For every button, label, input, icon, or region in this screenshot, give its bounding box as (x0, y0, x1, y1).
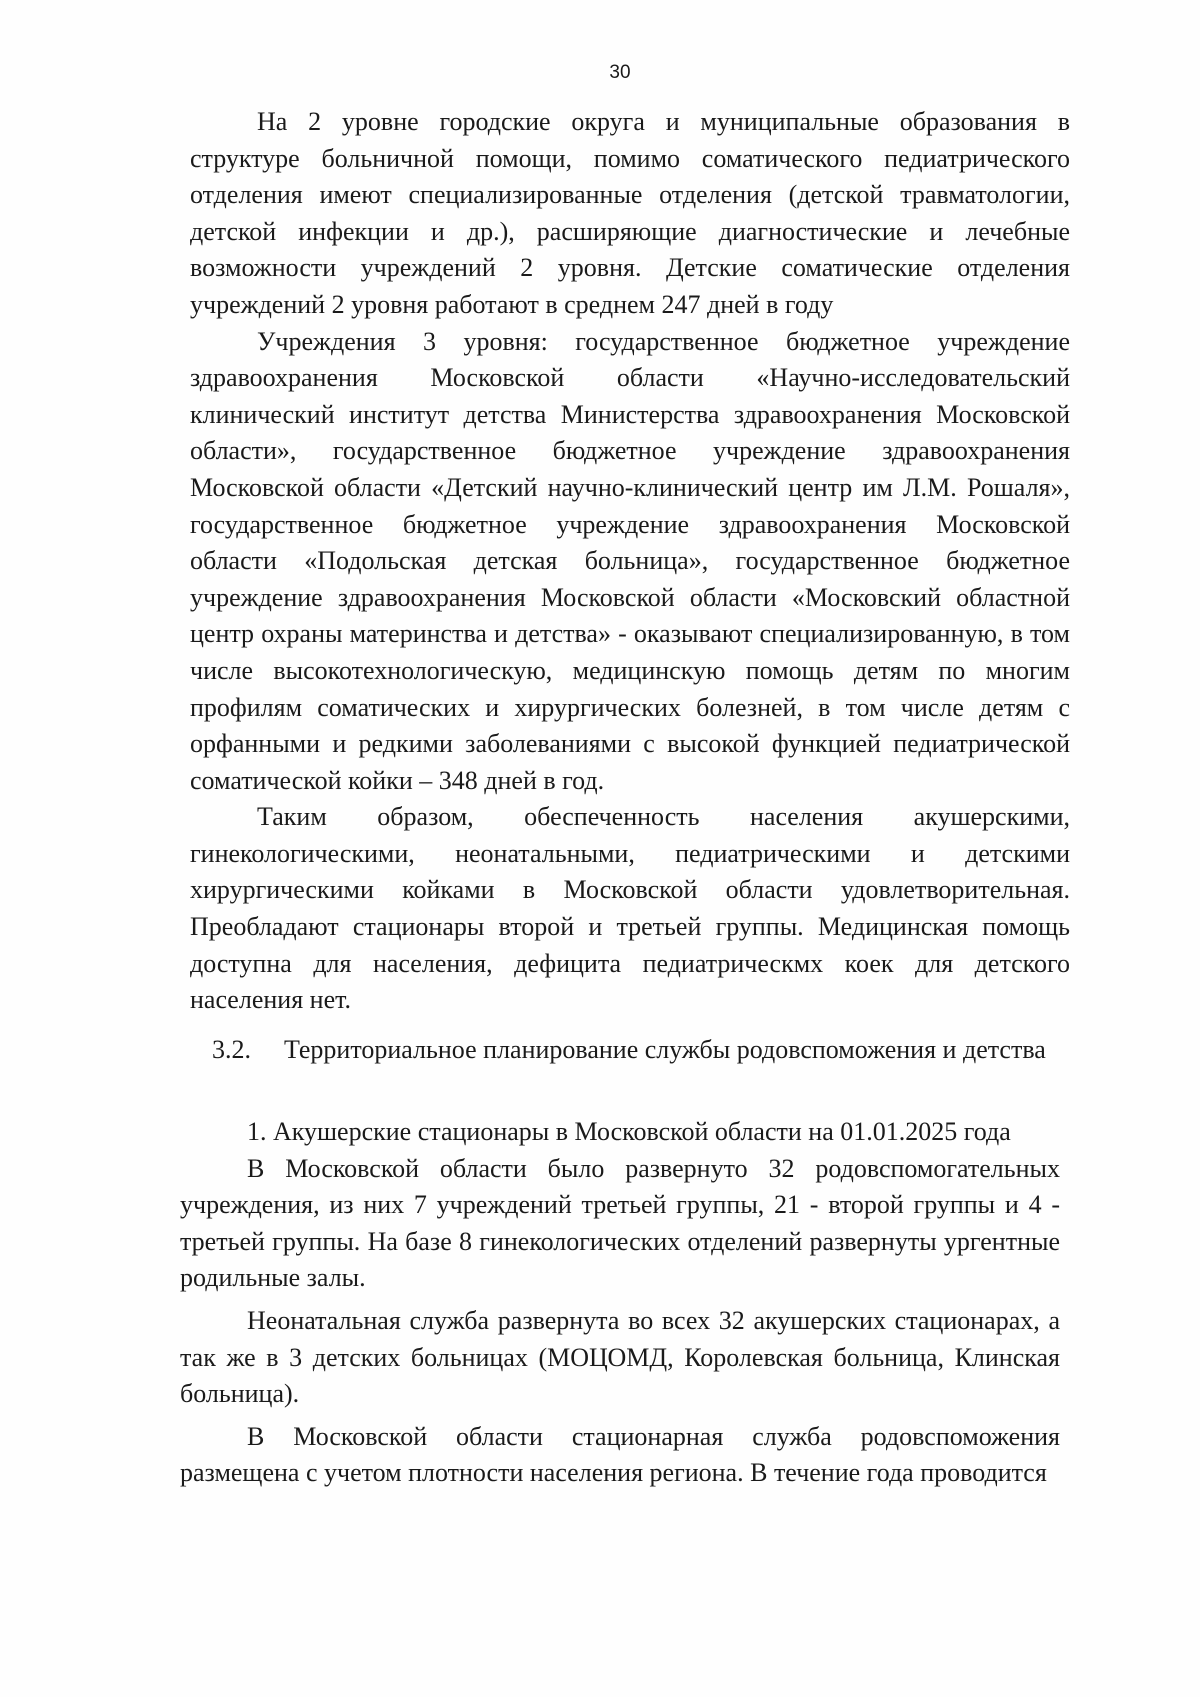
body-text-bottom (180, 1114, 1060, 1492)
paragraph-level-3: Учреждения 3 уровня: государственное бюджетное учреждение здравоохранения Московской области «Научно-исследовательский клинический институт детства Министерства здравоохранения Московской области», государственное бюджетное учреждение здравоохранения Московской области «Детский научно-клинический центр им Л.М. Рошаля», государственное бюджетное учреждение здравоохранения Московской области «Подольская детская больница», государственное бюджетное учреждение здравоохранения Московской области «Московский областной центр охраны материнства и детства» - оказывают специализированную, в том числе высокотехнологическую, медицинскую помощь детям по многим профилям соматических и хирургических болезней, в том числе детям с орфанными и редкими заболеваниями с высокой функцией педиатрической соматической койки – 348 дней в год. (190, 326, 1070, 795)
section-title: Территориальное планирование службы родовспоможения и детства (284, 1035, 1046, 1064)
paragraph-neonatal-service: Неонатальная служба развернута во всех 32 акушерских стационарах, а так же в 3 детских больницах (МОЦОМД, Королевская больница, Клинская больница). (180, 1305, 1060, 1409)
section-heading (212, 1032, 1092, 1069)
section-number: 3.2. (212, 1035, 251, 1064)
paragraph-maternity-units: В Московской области было развернуто 32 родовспомогательных учреждения, из них 7 учреждений третьей группы, 21 - второй группы и 4 - третьей группы. На базе 8 гинекологических отделений развернуты ургентные родильные залы. (180, 1153, 1060, 1293)
page-number: 30 (609, 62, 631, 83)
paragraph-placement: В Московской области стационарная служба родовспоможения размещена с учетом плотности населения региона. В течение года проводится (180, 1421, 1060, 1488)
body-text-top (190, 104, 1070, 1019)
paragraph-level-2: На 2 уровне городские округа и муниципальные образования в структуре больничной помощи, помимо соматического педиатрического отделения имеют специализированные отделения (детской травматологии, детской инфекции и др.), расширяющие диагностические и лечебные возможности учреждений 2 уровня. Детские соматические отделения учреждений 2 уровня работают в среднем 247 дней в году (190, 107, 1070, 319)
paragraph-conclusion: Таким образом, обеспеченность населения акушерскими, гинекологическими, неонатальными, педиатрическими и детскими хирургическими койками в Московской области удовлетворительная. Преобладают стационары второй и третьей группы. Медицинская помощь доступна для населения, дефицита педиатрическмх коек для детского населения нет. (190, 802, 1070, 1015)
subsection-title: 1. Акушерские стационары в Московской области на 01.01.2025 года (247, 1117, 1011, 1146)
